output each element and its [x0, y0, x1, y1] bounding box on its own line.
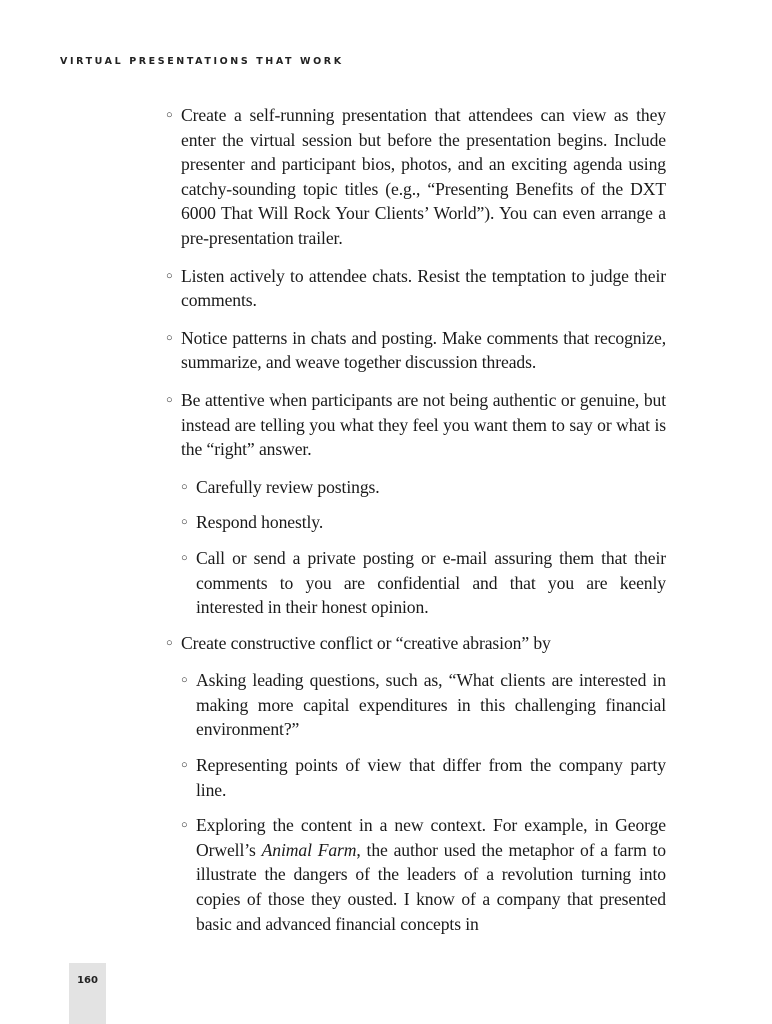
bullet-text: Create constructive conflict or “creative abrasion” by	[181, 632, 551, 653]
bullet-text: Respond honestly.	[196, 512, 324, 533]
sub-bullet-item-review-postings	[181, 475, 666, 500]
bullet-text: Notice patterns in chats and posting. Make comments that recognize, summarize, and weave together discussion threads.	[181, 327, 666, 373]
bullet-icon: ○	[166, 636, 173, 649]
bullet-item-listen-actively	[166, 264, 666, 313]
sub-bullet-item-private-posting	[181, 546, 666, 620]
bullet-text: Carefully review postings.	[196, 476, 380, 497]
page-number: 160	[77, 975, 98, 986]
bullet-item-constructive-conflict	[166, 631, 666, 656]
sub-bullet-item-points-of-view	[181, 753, 666, 802]
sub-bullet-item-respond-honestly	[181, 510, 666, 535]
bullet-icon: ○	[166, 269, 173, 282]
bullet-icon: ○	[166, 331, 173, 344]
bullet-text: Exploring the content in a new context. For example, in George Orwell’s Animal Farm, the author used the metaphor of a farm to illustrate the dangers of the leaders of a revolution turning into copies of those they ousted. I know of a company that presented basic and advanced financial concepts in	[196, 815, 666, 934]
bullet-icon: ○	[181, 551, 188, 564]
bullet-item-notice-patterns	[166, 326, 666, 375]
body-text	[166, 103, 666, 947]
sub-bullet-item-new-context	[181, 813, 666, 936]
page-number-tab	[69, 963, 106, 1024]
bullet-text: Call or send a private posting or e-mail assuring them that their comments to you are confidential and that you are keenly interested in their honest opinion.	[196, 547, 666, 618]
bullet-icon: ○	[181, 480, 188, 493]
running-head: VIRTUAL PRESENTATIONS THAT WORK	[60, 56, 344, 67]
bullet-text: Representing points of view that differ from the company party line.	[196, 755, 666, 800]
bullet-icon: ○	[181, 759, 188, 772]
bullet-text: Asking leading questions, such as, “What clients are interested in making more capital expenditures in this challenging financial environment?”	[196, 670, 666, 740]
bullet-icon: ○	[166, 109, 173, 121]
bullet-icon: ○	[181, 819, 188, 832]
bullet-text: Be attentive when participants are not being authentic or genuine, but instead are telling you what they feel you want them to say or what is the “right” answer.	[181, 389, 666, 460]
bullet-text: Create a self-running presentation that attendees can view as they enter the virtual session but before the presentation begins. Include presenter and participant bios, photos, and an exciting agenda using catchy-sounding topic titles (e.g., “Presenting Benefits of the DXT 6000 That Will Rock Your Clients’ World”). You can even arrange a pre-presentation trailer.	[181, 105, 666, 248]
bullet-icon: ○	[166, 393, 173, 406]
bullet-text: Listen actively to attendee chats. Resist the temptation to judge their comments.	[181, 265, 666, 311]
book-title: Animal Farm	[261, 839, 357, 860]
bullet-item-be-attentive	[166, 388, 666, 462]
bullet-icon: ○	[181, 674, 188, 687]
sub-bullet-item-leading-questions	[181, 668, 666, 742]
bullet-icon: ○	[181, 516, 188, 529]
bullet-item-self-running-presentation	[166, 103, 666, 251]
